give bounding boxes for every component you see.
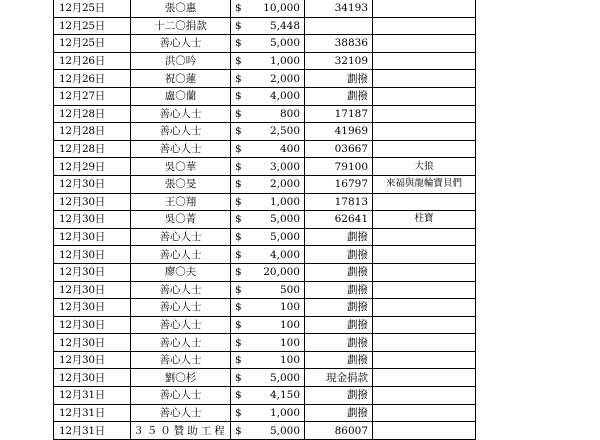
donor-name-cell: 善心人士 xyxy=(131,35,231,53)
amount-cell xyxy=(231,70,305,88)
receipt-cell: 34193 xyxy=(305,0,373,17)
note-cell xyxy=(373,369,476,387)
table-row xyxy=(54,334,476,352)
table-row xyxy=(54,422,476,440)
donor-name-cell: 廖〇夫 xyxy=(131,263,231,281)
amount-cell xyxy=(231,211,305,229)
currency-symbol: $ xyxy=(235,19,242,32)
receipt-cell: 17813 xyxy=(305,193,373,211)
amount-cell xyxy=(231,281,305,299)
table-row xyxy=(54,351,476,369)
note-cell xyxy=(373,17,476,35)
date-cell: 12月26日 xyxy=(54,52,131,70)
table-row xyxy=(54,140,476,158)
donor-name-cell: 善心人士 xyxy=(131,316,231,334)
amount-value: 100 xyxy=(279,318,300,331)
date-cell: 12月25日 xyxy=(54,17,131,35)
table-row xyxy=(54,228,476,246)
currency-symbol: $ xyxy=(235,213,242,226)
amount-value: 2,000 xyxy=(269,72,300,85)
currency-symbol: $ xyxy=(235,371,242,384)
currency-symbol: $ xyxy=(235,424,242,437)
amount-value: 1,000 xyxy=(269,55,300,68)
donor-name-cell: 王〇翔 xyxy=(131,193,231,211)
amount-cell xyxy=(231,263,305,281)
amount-cell xyxy=(231,193,305,211)
currency-symbol: $ xyxy=(235,125,242,138)
receipt-cell: 38836 xyxy=(305,35,373,53)
amount-cell xyxy=(231,52,305,70)
donor-name-cell: 善心人士 xyxy=(131,387,231,405)
note-cell: 大狼 xyxy=(373,158,476,176)
currency-symbol: $ xyxy=(235,143,242,156)
table-row xyxy=(54,123,476,141)
amount-cell xyxy=(231,299,305,317)
donor-name-cell: 善心人士 xyxy=(131,140,231,158)
donor-name-cell: 善心人士 xyxy=(131,299,231,317)
receipt-cell: 16797 xyxy=(305,175,373,193)
table-row xyxy=(54,52,476,70)
date-cell: 12月26日 xyxy=(54,70,131,88)
donor-name-cell: ３５０贊助工程 xyxy=(131,422,231,440)
amount-cell xyxy=(231,334,305,352)
amount-cell xyxy=(231,351,305,369)
table-row xyxy=(54,17,476,35)
amount-value: 2,000 xyxy=(269,178,300,191)
donor-name-cell: 劉〇杉 xyxy=(131,369,231,387)
note-cell xyxy=(373,193,476,211)
date-cell: 12月27日 xyxy=(54,87,131,105)
date-cell: 12月30日 xyxy=(54,175,131,193)
currency-symbol: $ xyxy=(235,37,242,50)
currency-symbol: $ xyxy=(235,248,242,261)
donor-name-cell: 張〇旻 xyxy=(131,175,231,193)
date-cell: 12月31日 xyxy=(54,387,131,405)
receipt-cell: 17187 xyxy=(305,105,373,123)
donor-name-cell: 吳〇華 xyxy=(131,158,231,176)
note-cell xyxy=(373,263,476,281)
amount-cell xyxy=(231,123,305,141)
amount-value: 100 xyxy=(279,336,300,349)
donor-name-cell: 祝〇蓮 xyxy=(131,70,231,88)
note-cell xyxy=(373,316,476,334)
date-cell: 12月25日 xyxy=(54,35,131,53)
table-row xyxy=(54,299,476,317)
amount-value: 4,150 xyxy=(269,389,300,402)
date-cell: 12月30日 xyxy=(54,281,131,299)
currency-symbol: $ xyxy=(235,336,242,349)
amount-value: 5,000 xyxy=(269,213,300,226)
table-row xyxy=(54,281,476,299)
amount-cell xyxy=(231,404,305,422)
donation-ledger-table xyxy=(53,0,476,440)
amount-cell xyxy=(231,175,305,193)
amount-cell xyxy=(231,35,305,53)
currency-symbol: $ xyxy=(235,231,242,244)
amount-value: 4,000 xyxy=(269,90,300,103)
amount-cell xyxy=(231,316,305,334)
amount-cell xyxy=(231,105,305,123)
donor-name-cell: 善心人士 xyxy=(131,228,231,246)
date-cell: 12月31日 xyxy=(54,422,131,440)
receipt-cell: 劃撥 xyxy=(305,263,373,281)
date-cell: 12月28日 xyxy=(54,140,131,158)
amount-value: 20,000 xyxy=(263,266,300,279)
note-cell: 來福與龍輪寶貝們 xyxy=(373,175,476,193)
table-row xyxy=(54,193,476,211)
date-cell: 12月30日 xyxy=(54,351,131,369)
currency-symbol: $ xyxy=(235,389,242,402)
currency-symbol: $ xyxy=(235,160,242,173)
amount-value: 100 xyxy=(279,301,300,314)
table-row xyxy=(54,211,476,229)
amount-value: 800 xyxy=(279,107,300,120)
receipt-cell: 劃撥 xyxy=(305,316,373,334)
amount-cell xyxy=(231,246,305,264)
currency-symbol: $ xyxy=(235,266,242,279)
amount-value: 2,500 xyxy=(269,125,300,138)
amount-value: 500 xyxy=(279,283,300,296)
ledger-body xyxy=(54,0,476,439)
table-row xyxy=(54,316,476,334)
amount-cell xyxy=(231,422,305,440)
receipt-cell: 劃撥 xyxy=(305,351,373,369)
receipt-cell: 劃撥 xyxy=(305,404,373,422)
date-cell: 12月28日 xyxy=(54,123,131,141)
note-cell xyxy=(373,387,476,405)
date-cell: 12月28日 xyxy=(54,105,131,123)
amount-cell xyxy=(231,387,305,405)
table-row xyxy=(54,70,476,88)
date-cell: 12月31日 xyxy=(54,404,131,422)
receipt-cell: 劃撥 xyxy=(305,228,373,246)
donor-name-cell: 善心人士 xyxy=(131,351,231,369)
currency-symbol: $ xyxy=(235,354,242,367)
currency-symbol: $ xyxy=(235,72,242,85)
receipt-cell: 79100 xyxy=(305,158,373,176)
table-row xyxy=(54,369,476,387)
amount-cell xyxy=(231,140,305,158)
note-cell xyxy=(373,404,476,422)
note-cell xyxy=(373,422,476,440)
receipt-cell: 62641 xyxy=(305,211,373,229)
amount-value: 1,000 xyxy=(269,406,300,419)
donor-name-cell: 善心人士 xyxy=(131,123,231,141)
date-cell: 12月30日 xyxy=(54,228,131,246)
receipt-cell: 現金捐款 xyxy=(305,369,373,387)
note-cell xyxy=(373,140,476,158)
currency-symbol: $ xyxy=(235,318,242,331)
amount-value: 5,000 xyxy=(269,231,300,244)
date-cell: 12月30日 xyxy=(54,299,131,317)
receipt-cell: 03667 xyxy=(305,140,373,158)
donor-name-cell: 盧〇蘭 xyxy=(131,87,231,105)
amount-value: 100 xyxy=(279,354,300,367)
currency-symbol: $ xyxy=(235,178,242,191)
amount-cell xyxy=(231,158,305,176)
amount-value: 400 xyxy=(279,143,300,156)
receipt-cell: 86007 xyxy=(305,422,373,440)
note-cell xyxy=(373,281,476,299)
currency-symbol: $ xyxy=(235,107,242,120)
receipt-cell: 劃撥 xyxy=(305,387,373,405)
amount-value: 5,000 xyxy=(269,424,300,437)
amount-value: 5,000 xyxy=(269,37,300,50)
currency-symbol: $ xyxy=(235,195,242,208)
donor-name-cell: 善心人士 xyxy=(131,105,231,123)
table-row xyxy=(54,404,476,422)
donor-name-cell: 善心人士 xyxy=(131,281,231,299)
currency-symbol: $ xyxy=(235,406,242,419)
date-cell: 12月30日 xyxy=(54,369,131,387)
note-cell xyxy=(373,0,476,17)
note-cell xyxy=(373,246,476,264)
amount-value: 4,000 xyxy=(269,248,300,261)
receipt-cell: 劃撥 xyxy=(305,334,373,352)
currency-symbol: $ xyxy=(235,283,242,296)
table-row xyxy=(54,35,476,53)
date-cell: 12月30日 xyxy=(54,193,131,211)
date-cell: 12月30日 xyxy=(54,211,131,229)
receipt-cell: 41969 xyxy=(305,123,373,141)
donor-name-cell: 善心人士 xyxy=(131,246,231,264)
note-cell xyxy=(373,105,476,123)
note-cell xyxy=(373,334,476,352)
amount-value: 1,000 xyxy=(269,195,300,208)
table-row xyxy=(54,246,476,264)
amount-cell xyxy=(231,0,305,17)
receipt-cell: 劃撥 xyxy=(305,87,373,105)
amount-cell xyxy=(231,87,305,105)
amount-value: 10,000 xyxy=(263,2,300,15)
table-row xyxy=(54,105,476,123)
donor-name-cell: 吳〇菁 xyxy=(131,211,231,229)
note-cell xyxy=(373,70,476,88)
date-cell: 12月30日 xyxy=(54,316,131,334)
amount-cell xyxy=(231,369,305,387)
amount-value: 5,000 xyxy=(269,371,300,384)
note-cell xyxy=(373,87,476,105)
receipt-cell: 劃撥 xyxy=(305,281,373,299)
date-cell: 12月29日 xyxy=(54,158,131,176)
amount-value: 3,000 xyxy=(269,160,300,173)
note-cell xyxy=(373,351,476,369)
table-row xyxy=(54,387,476,405)
table-row xyxy=(54,158,476,176)
date-cell: 12月30日 xyxy=(54,246,131,264)
note-cell: 柱寶 xyxy=(373,211,476,229)
currency-symbol: $ xyxy=(235,301,242,314)
currency-symbol: $ xyxy=(235,2,242,15)
table-row xyxy=(54,263,476,281)
table-row xyxy=(54,87,476,105)
amount-value: 5,448 xyxy=(269,19,300,32)
note-cell xyxy=(373,123,476,141)
donor-name-cell: 善心人士 xyxy=(131,334,231,352)
receipt-cell: 劃撥 xyxy=(305,70,373,88)
currency-symbol: $ xyxy=(235,55,242,68)
amount-cell xyxy=(231,17,305,35)
donor-name-cell: 張〇惠 xyxy=(131,0,231,17)
note-cell xyxy=(373,228,476,246)
donor-name-cell: 洪〇吟 xyxy=(131,52,231,70)
table-row xyxy=(54,0,476,17)
note-cell xyxy=(373,35,476,53)
date-cell: 12月30日 xyxy=(54,263,131,281)
table-row xyxy=(54,175,476,193)
receipt-cell xyxy=(305,17,373,35)
date-cell: 12月25日 xyxy=(54,0,131,17)
donor-name-cell: 善心人士 xyxy=(131,404,231,422)
donor-name-cell: 十二〇捐款 xyxy=(131,17,231,35)
note-cell xyxy=(373,52,476,70)
currency-symbol: $ xyxy=(235,90,242,103)
date-cell: 12月30日 xyxy=(54,334,131,352)
receipt-cell: 劃撥 xyxy=(305,246,373,264)
receipt-cell: 32109 xyxy=(305,52,373,70)
amount-cell xyxy=(231,228,305,246)
receipt-cell: 劃撥 xyxy=(305,299,373,317)
note-cell xyxy=(373,299,476,317)
